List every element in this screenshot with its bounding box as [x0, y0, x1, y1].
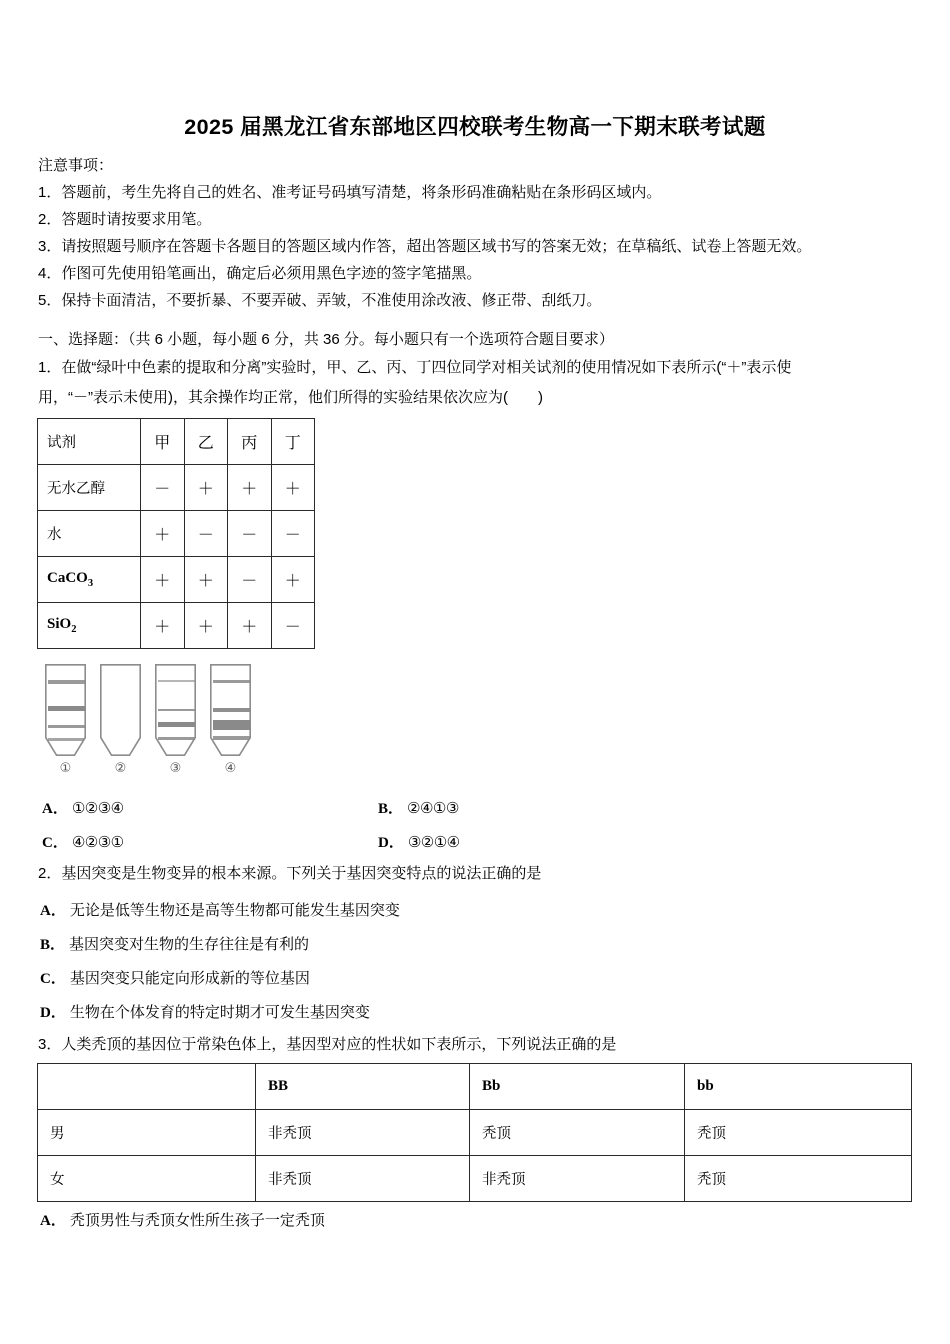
table-row [38, 557, 315, 603]
option-letter: C． [42, 835, 68, 851]
question-1-stem-line-2: 用，“－”表示未使用)，其余操作均正常，他们所得的实验结果依次应为( ) [38, 389, 543, 406]
option-letter: A． [42, 801, 68, 817]
table-cell-value: ＋ [184, 465, 228, 511]
chromatography-strip-1 [45, 664, 86, 782]
question-3-stem: 3．人类秃顶的基因位于常染色体上，基因型对应的性状如下表所示，下列说法正确的是 [38, 1036, 617, 1053]
chromatography-strip-3 [155, 664, 196, 782]
pigment-band-1 [158, 680, 196, 682]
table-cell-header-0: 试剂 [38, 419, 141, 465]
table-cell-value: ＋ [184, 557, 228, 603]
table-cell-reagent-label: 水 [38, 511, 141, 557]
pigment-band-4 [48, 738, 86, 741]
table-row [38, 465, 315, 511]
strip-label: ④ [224, 760, 237, 775]
pigment-band-2 [213, 708, 251, 713]
strip-graphic [45, 664, 86, 756]
notice-item-5: 5．保持卡面清洁，不要折暴、不要弄破、弄皱，不准使用涂改液、修正带、刮纸刀。 [38, 292, 602, 309]
option-a[interactable] [42, 797, 124, 818]
table-cell-sex-label: 女 [38, 1156, 256, 1202]
strip-paper [100, 664, 141, 756]
chromatography-strip-4 [210, 664, 251, 782]
table-cell-header-1: 甲 [141, 419, 185, 465]
notice-item-3: 3．请按照题号顺序在答题卡各题目的答题区域内作答，超出答题区域书写的答案无效；在草稿纸、试卷上答题无效。 [38, 238, 812, 255]
strip-label: ③ [169, 760, 182, 775]
table-cell-header-3: 丙 [228, 419, 272, 465]
option-d[interactable] [378, 831, 460, 852]
table-row [38, 1110, 912, 1156]
table-cell-value: 非秃顶 [256, 1156, 470, 1202]
table-cell-header-bb-dom: BB [256, 1064, 470, 1110]
table-cell-value: ＋ [271, 465, 315, 511]
table-row-header [38, 419, 315, 465]
pigment-band-3 [48, 725, 86, 728]
pigment-band-4 [213, 736, 251, 740]
option-text: ①②③④ [71, 800, 124, 817]
option-letter: B． [40, 937, 66, 953]
table-cell-value: － [271, 603, 315, 649]
strip-label: ① [59, 760, 72, 775]
option-letter: B． [378, 801, 404, 817]
strip-graphic [210, 664, 251, 756]
question-3-option-a[interactable] [40, 1209, 325, 1230]
pigment-band-2 [158, 709, 196, 712]
question-1-stem-line-1: 1．在做“绿叶中色素的提取和分离”实验时，甲、乙、丙、丁四位同学对相关试剂的使用情况如下表所示(“＋”表示使 [38, 359, 792, 376]
option-b[interactable] [378, 797, 459, 818]
section-heading-choice: 一、选择题：（共 6 小题，每小题 6 分，共 36 分。每小题只有一个选项符合题目要求） [38, 331, 614, 348]
option-letter: C． [40, 971, 66, 987]
pigment-band-3 [158, 722, 196, 727]
table-cell-header-bb-het: Bb [470, 1064, 685, 1110]
pigment-band-2 [48, 706, 86, 711]
question-1-reagent-table [37, 418, 315, 649]
table-cell-value: － [271, 511, 315, 557]
option-text: ③②①④ [407, 834, 460, 851]
table-cell-reagent-label: CaCO$_3$ [38, 557, 141, 603]
strip-paper [210, 664, 251, 756]
table-cell-value: 秃顶 [470, 1110, 685, 1156]
chromatography-strips-figure [45, 664, 275, 782]
table-cell-value: － [228, 557, 272, 603]
option-c[interactable] [42, 831, 124, 852]
option-letter: A． [40, 903, 66, 919]
table-cell-header-2: 乙 [184, 419, 228, 465]
notice-block [38, 152, 923, 314]
option-text: 生物在个体发育的特定时期才可发生基因突变 [69, 1004, 370, 1021]
strip-label: ② [114, 760, 127, 775]
option-letter: D． [378, 835, 404, 851]
table-cell-value: － [228, 511, 272, 557]
option-letter: D． [40, 1005, 66, 1021]
option-text: 秃顶男性与秃顶女性所生孩子一定秃顶 [69, 1212, 325, 1229]
notice-item-2: 2．答题时请按要求用笔。 [38, 211, 212, 228]
table-row [38, 1156, 912, 1202]
option-text: 基因突变只能定向形成新的等位基因 [69, 970, 310, 987]
table-cell-value: ＋ [228, 465, 272, 511]
strip-graphic [100, 664, 141, 756]
table-cell-sex-label: 男 [38, 1110, 256, 1156]
table-cell-value: － [141, 465, 185, 511]
table-cell-value: 秃顶 [685, 1156, 912, 1202]
question-2-option-c[interactable] [40, 967, 310, 988]
question-3-genotype-table [37, 1063, 912, 1202]
table-cell-value: ＋ [141, 603, 185, 649]
table-cell-value: ＋ [228, 603, 272, 649]
table-cell-value: ＋ [184, 603, 228, 649]
pigment-band-1 [213, 680, 251, 683]
option-text: ④②③① [71, 834, 124, 851]
question-2-option-a[interactable] [40, 899, 400, 920]
notice-heading: 注意事项： [38, 157, 114, 174]
option-text: ②④①③ [407, 800, 459, 817]
pigment-band-3 [213, 720, 251, 730]
table-cell-value: 非秃顶 [256, 1110, 470, 1156]
table-row [38, 511, 315, 557]
pigment-band-4 [158, 737, 196, 740]
table-cell-value: ＋ [271, 557, 315, 603]
option-text: 基因突变对生物的生存往往是有利的 [69, 936, 310, 953]
table-cell-reagent-label: SiO$_2$ [38, 603, 141, 649]
table-cell-value: 秃顶 [685, 1110, 912, 1156]
strip-paper [155, 664, 196, 756]
question-2-option-b[interactable] [40, 933, 309, 954]
strip-graphic [155, 664, 196, 756]
table-cell-value: 非秃顶 [470, 1156, 685, 1202]
page-title: 2025 届黑龙江省东部地区四校联考生物高一下期末联考试题 [184, 115, 766, 139]
table-cell-value: ＋ [141, 511, 185, 557]
question-2-stem: 2．基因突变是生物变异的根本来源。下列关于基因突变特点的说法正确的是 [38, 865, 542, 882]
table-cell-header-4: 丁 [271, 419, 315, 465]
question-2-option-d[interactable] [40, 1001, 370, 1022]
table-row-header [38, 1064, 912, 1110]
table-cell-header-blank [38, 1064, 256, 1110]
table-cell-value: ＋ [141, 557, 185, 603]
pigment-band-1 [48, 680, 86, 683]
notice-item-1: 1．答题前，考生先将自己的姓名、准考证号码填写清楚，将条形码准确粘贴在条形码区域内。 [38, 184, 662, 201]
option-text: 无论是低等生物还是高等生物都可能发生基因突变 [69, 902, 400, 919]
option-letter: A． [40, 1213, 66, 1229]
table-row [38, 603, 315, 649]
table-cell-header-bb-rec: bb [685, 1064, 912, 1110]
table-cell-reagent-label: 无水乙醇 [38, 465, 141, 511]
notice-item-4: 4．作图可先使用铅笔画出，确定后必须用黑色字迹的签字笔描黑。 [38, 265, 482, 282]
table-cell-value: － [184, 511, 228, 557]
chromatography-strip-2 [100, 664, 141, 782]
strip-paper [45, 664, 86, 756]
